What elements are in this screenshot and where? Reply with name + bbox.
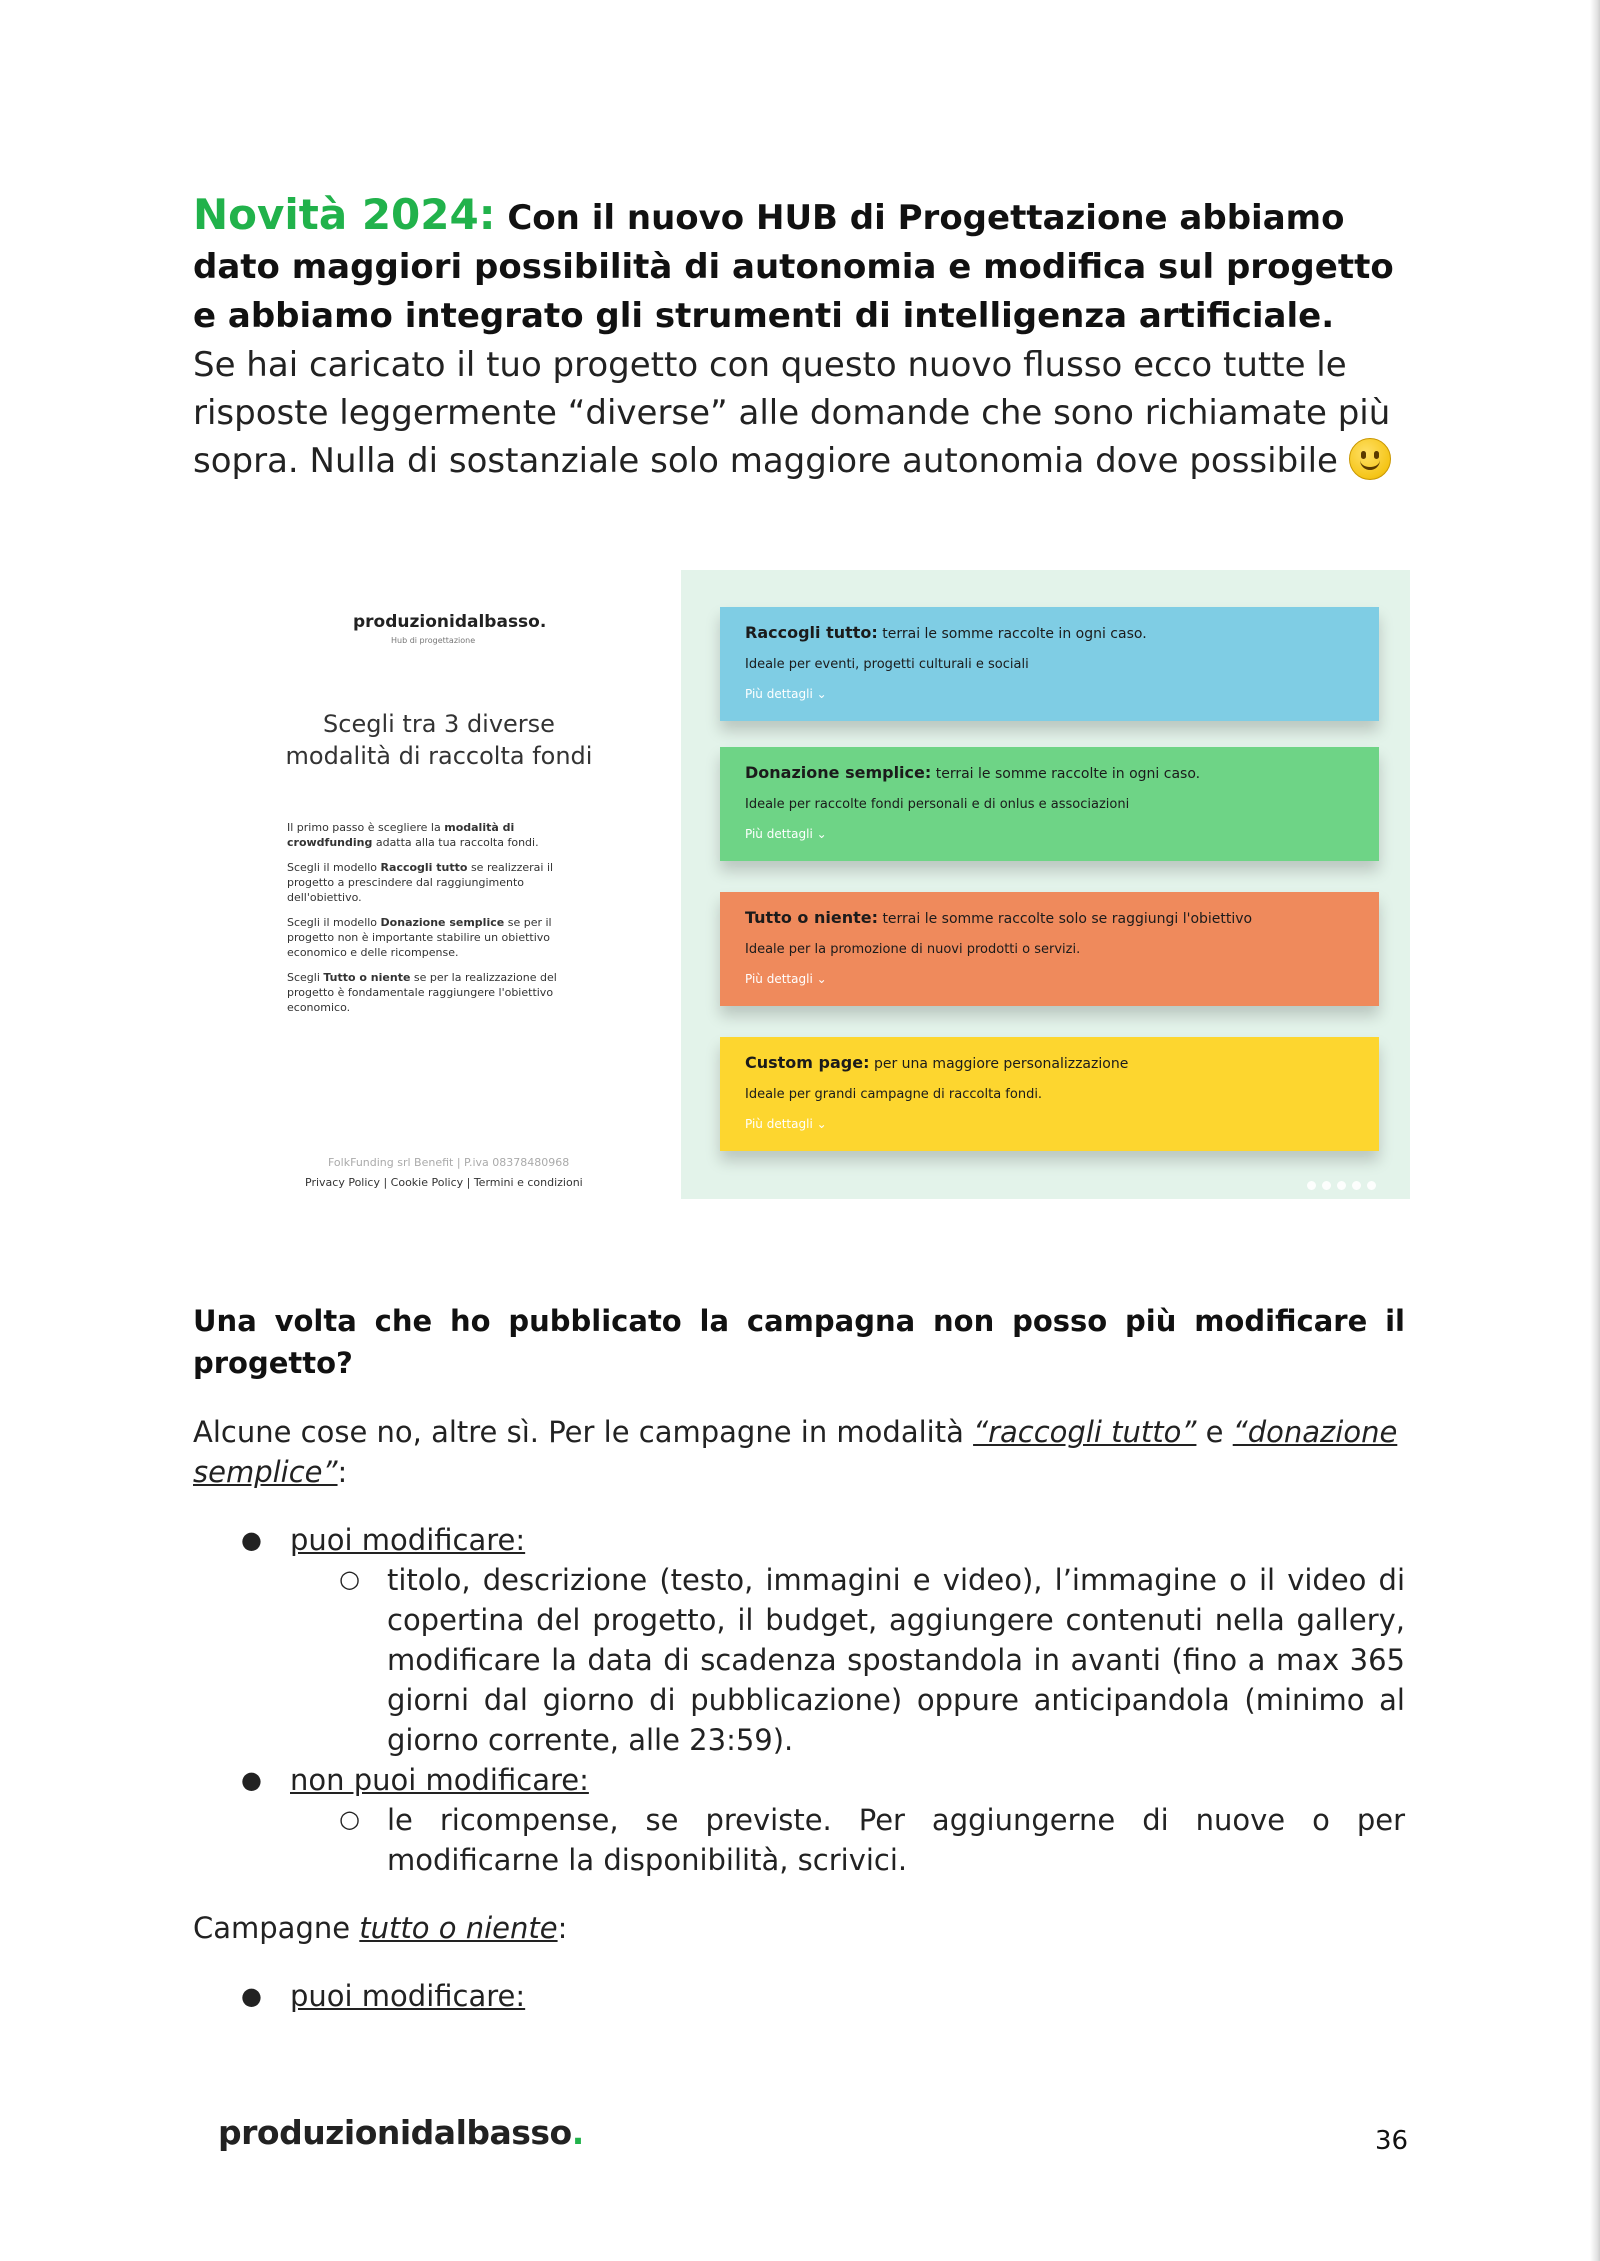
mode-donazione-semplice: “donazione semplice” — [193, 1415, 1398, 1489]
card-ideal: Ideale per eventi, progetti culturali e sociali — [745, 657, 1029, 672]
page-number: 36 — [1375, 2126, 1409, 2156]
card-ideal: Ideale per la promozione di nuovi prodotti o servizi. — [745, 942, 1081, 957]
carousel-dot[interactable] — [1352, 1181, 1361, 1190]
list-subitem-cannot-modify: ○ le ricompense, se previste. Per aggiungerne di nuove o per modificarne la disponibilità, scrivici. — [193, 1800, 1405, 1880]
hub-title: Scegli tra 3 diverse modalità di raccolta fondi — [285, 710, 593, 770]
carousel-dot[interactable] — [1367, 1181, 1376, 1190]
card-more-link[interactable]: Più dettagli ⌄ — [745, 827, 827, 841]
intro-heading-text: Con il nuovo HUB di Progettazione abbiamo dato maggiori possibilità di autonomia e modifica sul progetto e abbiamo integrato gli strumenti di intelligenza artificiale. — [193, 198, 1394, 336]
bullet-icon: ● — [241, 1526, 262, 1554]
card-title: Tutto o niente: terrai le somme raccolte solo se raggiungi l'obiettivo — [745, 908, 1253, 927]
card-more-link[interactable]: Più dettagli ⌄ — [745, 1117, 827, 1131]
list-item-cannot-modify: ● non puoi modificare: — [193, 1760, 1405, 1800]
card-more-link[interactable]: Più dettagli ⌄ — [745, 972, 827, 986]
intro-body-text: Se hai caricato il tuo progetto con questo nuovo flusso ecco tutte le risposte leggermente “diverse” alle domande che sono richiamate più sopra. Nulla di sostanziale solo maggiore autonomia dove possibile — [193, 345, 1391, 481]
mode-card-tutto-o-niente[interactable] — [720, 892, 1379, 1006]
card-title: Donazione semplice: terrai le somme raccolte in ogni caso. — [745, 763, 1201, 782]
footer-logo: produzionidalbasso. — [218, 2113, 584, 2152]
mode-raccogli-tutto: “raccogli tutto” — [973, 1415, 1197, 1449]
list-item-can-modify-2: ● puoi modificare: — [193, 1976, 1405, 2016]
card-more-link[interactable]: Più dettagli ⌄ — [745, 687, 827, 701]
list-item-can-modify: ● puoi modificare: — [193, 1520, 1405, 1560]
bullet-icon: ● — [241, 1982, 262, 2010]
carousel-dot[interactable] — [1322, 1181, 1331, 1190]
card-ideal: Ideale per grandi campagne di raccolta fondi. — [745, 1087, 1043, 1102]
hub-paragraph: Scegli Tutto o niente se per la realizzazione del progetto è fondamentale raggiungere l'obiettivo economico. — [287, 971, 557, 1014]
hub-screenshot-left — [283, 600, 603, 1200]
hub-paragraph: Scegli il modello Donazione semplice se per il progetto non è importante stabilire un obiettivo economico e delle ricompense. — [287, 916, 552, 959]
intro-heading — [193, 190, 1423, 341]
hub-brand: produzionidalbasso. — [353, 612, 547, 632]
hub-footer-links[interactable]: Privacy Policy | Cookie Policy | Termini e condizioni — [305, 1176, 583, 1189]
campaign-tutto-o-niente: Campagne tutto o niente: — [193, 1911, 568, 1945]
sub-bullet-icon: ○ — [339, 1565, 360, 1593]
hub-paragraph: Il primo passo è scegliere la modalità di crowdfunding adatta alla tua raccolta fondi. — [287, 821, 539, 849]
mode-card-raccogli-tutto[interactable] — [720, 607, 1379, 721]
bullet-icon: ● — [241, 1766, 262, 1794]
card-title: Custom page: per una maggiore personalizzazione — [745, 1053, 1129, 1072]
faq-question: Una volta che ho pubblicato la campagna non posso più modificare il progetto? — [193, 1304, 1405, 1380]
intro-body — [193, 341, 1423, 485]
carousel-dots[interactable] — [1301, 1175, 1376, 1194]
hub-paragraph: Scegli il modello Raccogli tutto se realizzerai il progetto a prescindere dal raggiungimento dell'obiettivo. — [287, 861, 554, 904]
list-subitem-can-modify: ○ titolo, descrizione (testo, immagini e video), l’immagine o il video di copertina del progetto, il budget, aggiungere contenuti nella gallery, modificare la data di scadenza spostandola in avanti (fino a max 365 giorni dal giorno di pubblicazione) oppure anticipandola (minimo al giorno corrente, alle 23:59). — [193, 1560, 1405, 1760]
hub-screenshot-right — [681, 570, 1410, 1199]
intro-section — [193, 190, 1423, 485]
faq-section — [193, 1300, 1405, 2016]
carousel-dot[interactable] — [1307, 1181, 1316, 1190]
card-ideal: Ideale per raccolte fondi personali e di onlus e associazioni — [745, 797, 1130, 812]
mode-card-custom-page[interactable] — [720, 1037, 1379, 1151]
carousel-dot[interactable] — [1337, 1181, 1346, 1190]
smiling-face-icon — [1349, 438, 1391, 480]
hub-subtitle: Hub di progettazione — [391, 636, 476, 645]
intro-highlight: Novità 2024: — [193, 190, 496, 239]
page-edge — [1590, 0, 1600, 2261]
sub-bullet-icon: ○ — [339, 1805, 360, 1833]
hub-paragraphs — [287, 820, 597, 1025]
hub-footer-company: FolkFunding srl Benefit | P.iva 08378480968 — [328, 1156, 570, 1169]
mode-card-donazione-semplice[interactable] — [720, 747, 1379, 861]
faq-answer-intro: Alcune cose no, altre sì. Per le campagne in modalità “raccogli tutto” e “donazione semplice”: — [193, 1415, 1398, 1489]
card-title: Raccogli tutto: terrai le somme raccolte in ogni caso. — [745, 623, 1147, 642]
